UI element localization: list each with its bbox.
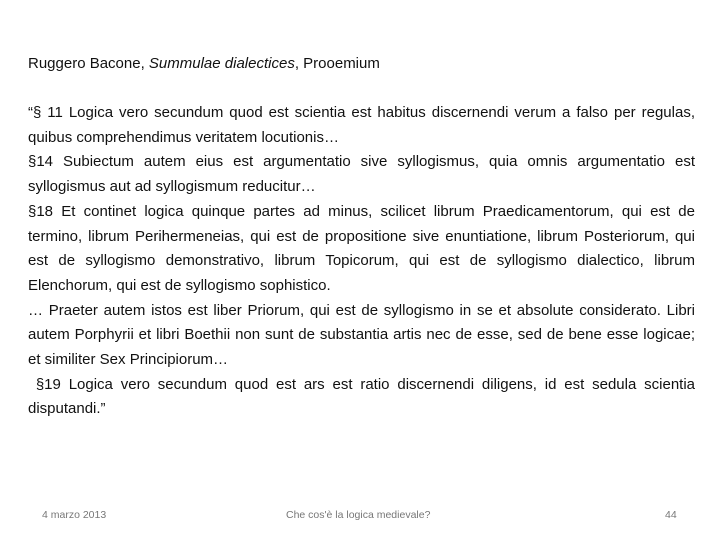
citation-work-title: Summulae dialectices (148, 55, 295, 72)
footer-title: Che cos'è la logica medievale? (286, 509, 431, 521)
citation-author: Ruggero Bacone, (28, 55, 149, 72)
footer-date: 4 marzo 2013 (42, 509, 107, 521)
citation-heading (28, 54, 380, 74)
footer-page-number: 44 (665, 509, 677, 521)
latin-quotation (28, 101, 700, 422)
quote-paragraph-19: §19 Logica vero secundum quod est ars est ratio discernendi diligens, id est sedula scientia disputandi.” (28, 375, 700, 418)
quote-paragraph-18: §18 Et continet logica quinque partes ad minus, scilicet librum Praedicamentorum, qui est de termino, librum Perihermeneias, qui est de propositione sive enuntiatione, librum Posteriorum, qui est de syllogismo demonstrativo, librum Topicorum, qui est de syllogismo dialectico, librum Elenchorum, qui est de syllogismo sophistico. (28, 202, 695, 294)
citation-section: , Prooemium (294, 55, 380, 72)
quote-paragraph-11: “§ 11 Logica vero secundum quod est scientia est habitus discernendi verum a falso per regulas, quibus comprehendimus veritatem locutionis… (28, 104, 695, 146)
quote-paragraph-praeter: … Praeter autem istos est liber Priorum, qui est de syllogismo in se et absolute considerato. Libri autem Porphyrii et libri Boethii non sunt de substantia artis nec de esse, sed de bene esse logicae; et similiter Sex Principiorum… (28, 301, 695, 369)
quote-paragraph-14: §14 Subiectum autem eius est argumentatio sive syllogismus, quia omnis argumentatio est syllogismus aut ad syllogismum reducitur… (28, 153, 695, 196)
